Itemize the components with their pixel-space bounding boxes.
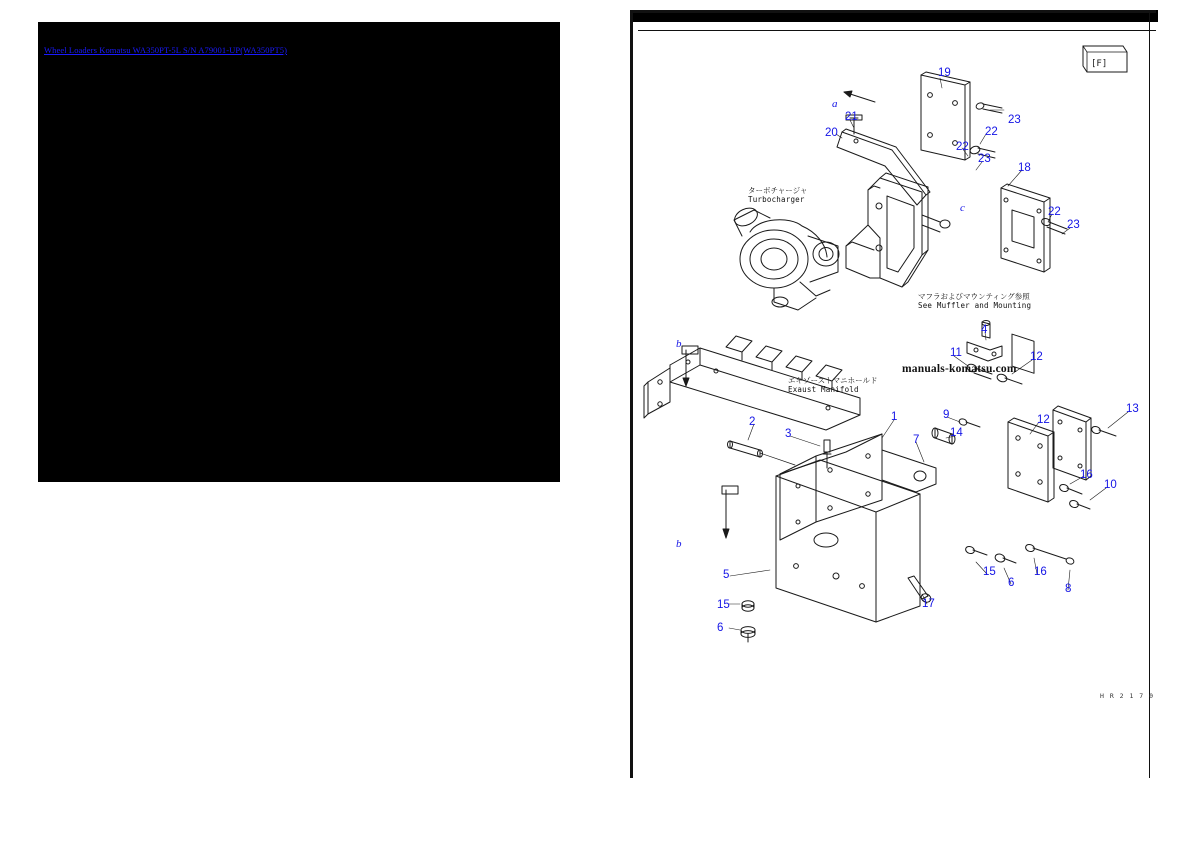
part-2-spacer: [728, 441, 796, 465]
label-see-muffler-and-mounting: マフラおよびマウンティング参照 See Muffler and Mounting: [918, 292, 1032, 310]
section-letter-b-lower: b: [676, 538, 682, 550]
section-letter-b-upper: b: [676, 338, 682, 350]
callout-3: 3: [785, 428, 792, 440]
fastener-22-23-plate18: [1041, 217, 1067, 234]
left-image-panel: [38, 22, 560, 482]
plate-5-lower: [776, 460, 920, 622]
callout-16b: 16: [1034, 566, 1047, 578]
callout-17: 17: [922, 598, 935, 610]
callout-18: 18: [1018, 162, 1031, 174]
center-support-casting: [846, 173, 950, 287]
section-letter-c: c: [960, 202, 965, 214]
callout-11: 11: [950, 347, 962, 359]
label-exhaust-manifold: エキゾーストマニホールド Exaust Manifold: [788, 376, 878, 394]
washer-15: [742, 601, 754, 611]
callout-6a: 6: [1008, 577, 1015, 589]
section-letter-a: a: [832, 98, 838, 110]
callout-15b: 15: [717, 599, 730, 611]
bracket-12-16: [1008, 418, 1054, 502]
watermark-text: manuals-komatsu.com: [902, 363, 1017, 375]
bracket-20-21: [837, 115, 930, 205]
callout-1: 1: [891, 411, 898, 423]
parts-diagram-panel: [630, 10, 1158, 780]
callout-5: 5: [723, 569, 730, 581]
callout-22c: 22: [1048, 206, 1061, 218]
callout-23c: 23: [1067, 219, 1080, 231]
callout-12b: 12: [1037, 414, 1050, 426]
callout-2: 2: [749, 416, 756, 428]
arrow-b-upper: [682, 346, 698, 386]
label-turbocharger: ターボチャージャ Turbocharger: [748, 186, 808, 204]
callout-6b: 6: [717, 622, 724, 634]
callout-8: 8: [1065, 583, 1072, 595]
callout-23a: 23: [1008, 114, 1021, 126]
callout-14: 14: [950, 427, 963, 439]
bracket-7: [882, 450, 936, 492]
callout-22b: 22: [956, 141, 969, 153]
bracket-1-main: [780, 434, 882, 540]
turbocharger: [732, 205, 839, 310]
callout-4: 4: [981, 324, 988, 336]
callout-19: 19: [938, 67, 951, 79]
sheet-code-text: H R 2 1 7 0: [1100, 692, 1155, 700]
bolt-6: [741, 627, 755, 642]
callout-15a: 15: [983, 566, 996, 578]
callout-23b: 23: [978, 153, 991, 165]
callout-16a: 16: [1080, 469, 1093, 481]
page-corner-logo-icon: [1077, 42, 1129, 76]
exhaust-manifold-assembly-drawing: [630, 10, 1158, 780]
callout-9: 9: [943, 409, 950, 421]
arrow-b-lower: [722, 486, 738, 538]
part-9-bolt: [958, 418, 980, 427]
plate-18: [1001, 184, 1050, 373]
fastener-10-16: [1059, 483, 1090, 509]
callout-12a: 12: [1030, 351, 1043, 363]
callout-22a: 22: [985, 126, 998, 138]
callout-21: 21: [845, 111, 858, 123]
model-title-link[interactable]: Wheel Loaders Komatsu WA350PT-5L S/N A79001-UP(WA350PT5): [44, 45, 288, 55]
callout-7: 7: [913, 434, 920, 446]
callout-10: 10: [1104, 479, 1117, 491]
fasteners-bottom-row: [965, 543, 1075, 565]
arrow-a: [844, 91, 875, 102]
svg-text:[F]: [F]: [1091, 59, 1108, 69]
fastener-13: [1091, 425, 1116, 436]
callout-20: 20: [825, 127, 838, 139]
callout-13: 13: [1126, 403, 1139, 415]
